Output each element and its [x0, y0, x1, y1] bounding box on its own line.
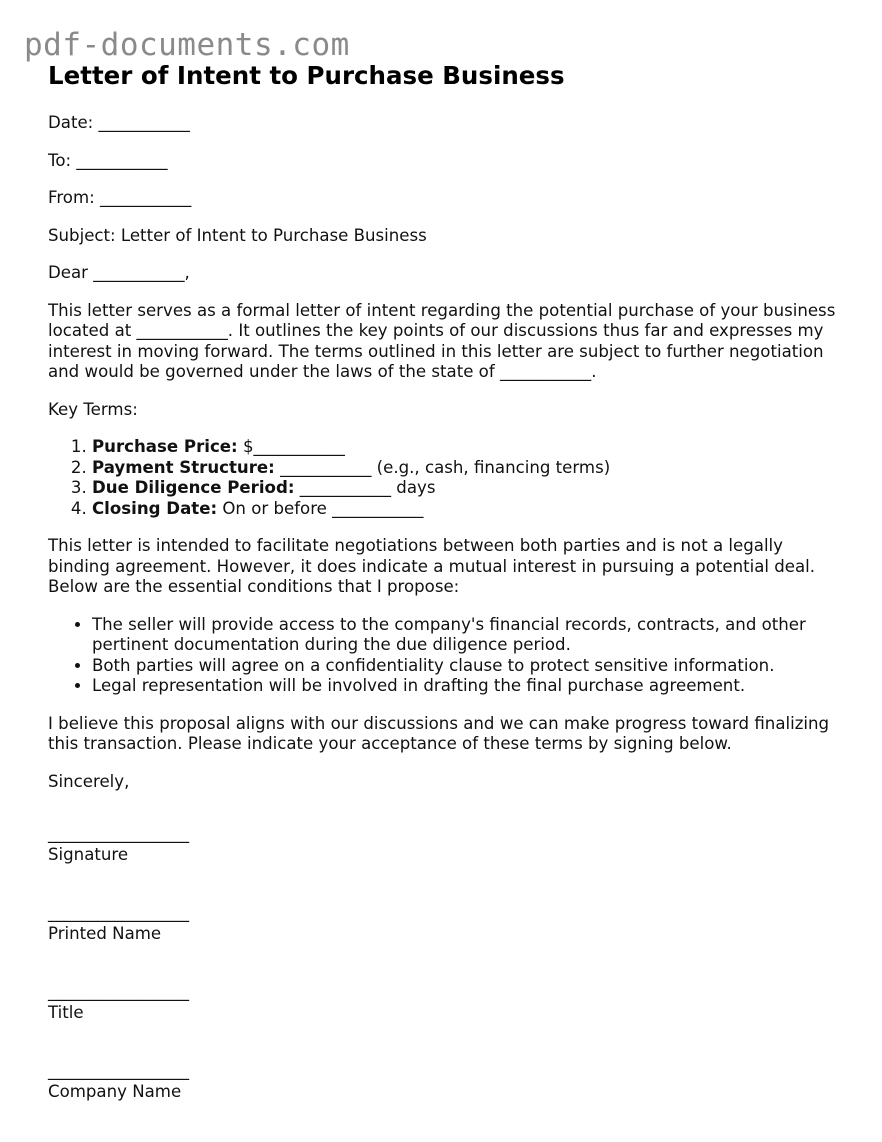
company-name-line: _________________: [48, 1061, 190, 1080]
key-term-item: [92, 478, 848, 499]
date-field: Date: ___________: [48, 113, 190, 132]
key-term-item: [92, 458, 848, 479]
letter-document: [48, 60, 848, 1102]
from-field: From: ___________: [48, 188, 192, 207]
conditions-intro-paragraph: This letter is intended to facilitate negotiations between both parties and is not a legally binding agreement. However, it does indicate a mutual interest in pursuing a potential deal. Below are the essential conditions that I propose:: [48, 536, 816, 596]
conditions-list: [48, 615, 848, 697]
condition-item: • The seller will provide access to the company's financial records, contracts, and other pertinent documentation during the due diligence period.: [92, 615, 848, 656]
subject-line: Subject: Letter of Intent to Purchase Business: [48, 225, 427, 245]
key-terms-heading: Key Terms:: [48, 399, 138, 419]
closing-paragraph: I believe this proposal aligns with our discussions and we can make progress toward finalizing this transaction. Please indicate your acceptance of these terms by signing below.: [48, 713, 830, 753]
sign-off: Sincerely,: [48, 771, 130, 791]
key-term-item: [92, 499, 848, 520]
title-line: _________________: [48, 982, 190, 1001]
company-name-block: [48, 1061, 848, 1102]
key-term-label: Payment Structure:: [92, 457, 275, 477]
key-terms-list: [48, 437, 848, 519]
key-term-label: Closing Date:: [92, 498, 218, 518]
printed-name-block: [48, 903, 848, 944]
watermark-text: pdf-documents.com: [24, 27, 350, 63]
key-term-item: [92, 437, 848, 458]
title-block: [48, 982, 848, 1023]
condition-item: • Both parties will agree on a confidentiality clause to protect sensitive information.: [92, 656, 848, 677]
signature-line: _________________: [48, 824, 190, 843]
company-name-label: Company Name: [48, 1081, 182, 1101]
to-field: To: ___________: [48, 150, 168, 170]
key-term-label: Purchase Price:: [92, 437, 238, 456]
page-title: Letter of Intent to Purchase Business: [48, 61, 565, 90]
signature-block: [48, 824, 848, 865]
condition-item: • Legal representation will be involved in drafting the final purchase agreement.: [92, 676, 848, 697]
signature-label: Signature: [48, 844, 129, 864]
title-label: Title: [48, 1002, 84, 1022]
key-term-value: ___________ days: [294, 478, 436, 497]
key-term-label: Due Diligence Period:: [92, 478, 295, 497]
printed-name-line: _________________: [48, 903, 190, 922]
salutation: Dear ___________,: [48, 263, 190, 282]
key-term-value: ___________ (e.g., cash, financing terms): [274, 457, 611, 477]
key-term-value: On or before ___________: [217, 498, 424, 518]
key-term-value: $___________: [237, 437, 345, 456]
intro-paragraph: This letter serves as a formal letter of intent regarding the potential purchase of your business located at ___________. It outlines the key points of our discussions thus far and expresses my interest in moving forward. The terms outlined in this letter are subject to further negotiation and would be governed under the laws of the state of ___________.: [48, 300, 836, 381]
printed-name-label: Printed Name: [48, 923, 162, 943]
